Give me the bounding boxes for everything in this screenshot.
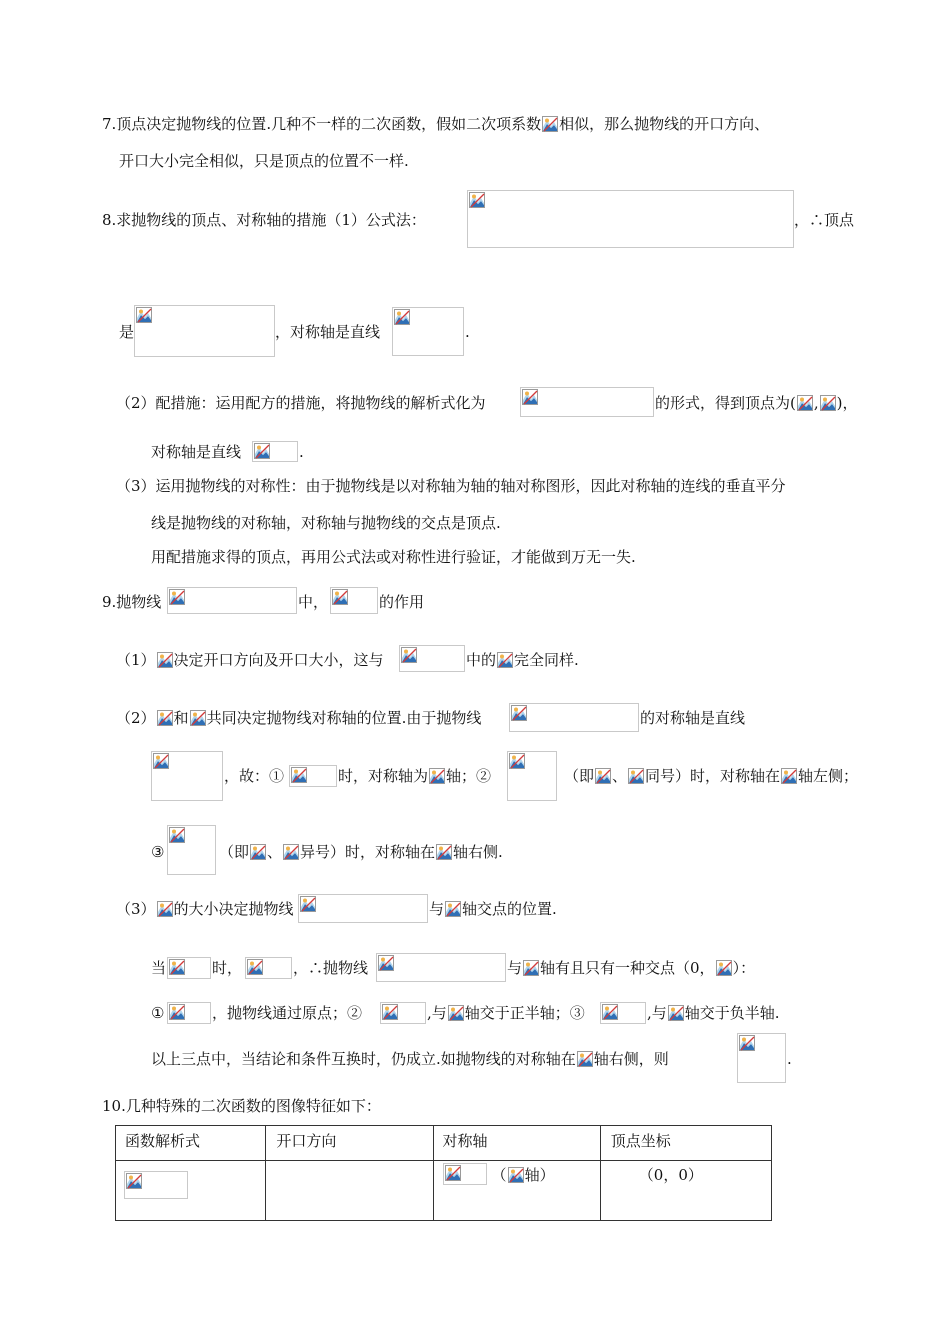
table-header-cell: 对称轴 <box>433 1126 600 1161</box>
broken-image-icon <box>469 192 485 208</box>
formula-image-box <box>507 751 557 801</box>
broken-image-icon <box>190 710 206 726</box>
table-header-cell: 开口方向 <box>266 1126 433 1161</box>
formula-image-box <box>167 825 216 875</box>
broken-image-icon <box>508 1167 524 1183</box>
broken-image-icon <box>136 307 152 323</box>
para-8-text: . <box>465 323 470 341</box>
formula-image-box <box>124 1171 188 1199</box>
formula-image-box <box>167 1002 211 1024</box>
para-8-text: 是 <box>119 323 135 341</box>
broken-image-icon <box>401 647 417 663</box>
axis-note: （ 轴） <box>491 1166 555 1184</box>
para-9-sub-2: （2） 和 共同决定抛物线对称轴的位置.由于抛物线 <box>116 709 482 727</box>
para-9-text: ，故：① <box>224 767 285 785</box>
para-8-text: 对称轴是直线 <box>151 443 242 461</box>
broken-image-icon <box>523 960 539 976</box>
para-9-text: 当 <box>151 959 167 977</box>
para-9-text: . <box>787 1050 792 1068</box>
broken-image-icon <box>781 768 797 784</box>
formula-image-box <box>298 894 428 923</box>
broken-image-icon <box>668 1005 684 1021</box>
broken-image-icon <box>445 901 461 917</box>
para-8-method-2-text: （2）配措施：运用配方的措施，将抛物线的解析式化为 <box>116 394 486 412</box>
broken-image-icon <box>595 768 611 784</box>
broken-image-icon <box>169 589 185 605</box>
para-7-text: 相似，那么抛物线的开口方向、 <box>559 115 770 133</box>
broken-image-icon <box>445 1165 461 1181</box>
formula-image-box <box>399 645 465 672</box>
formula-image-box <box>289 765 337 787</box>
para-9-text: 的对称轴是直线 <box>640 709 746 727</box>
para-9-text: ，抛物线通过原点；② <box>212 1004 363 1022</box>
broken-image-icon <box>739 1035 755 1051</box>
broken-image-icon <box>169 959 185 975</box>
para-9-text: ① <box>151 1004 165 1022</box>
para-9-sub-3: （3） 的大小决定抛物线 <box>116 900 294 918</box>
para-9-text: ,与 轴交于正半轴；③ <box>427 1004 585 1022</box>
formula-image-box <box>467 190 794 248</box>
para-9-text: 时， <box>212 959 243 977</box>
broken-image-icon <box>602 1004 618 1020</box>
para-9-text: （即 、 同号）时，对称轴在 轴左侧； <box>564 767 859 785</box>
formula-image-box <box>167 957 211 979</box>
formula-image-box <box>380 1002 426 1024</box>
broken-image-icon <box>157 652 173 668</box>
broken-image-icon <box>542 116 558 132</box>
para-8-text: ，对称轴是直线 <box>275 323 381 341</box>
formula-image-box <box>600 1002 646 1024</box>
formula-image-box <box>151 751 223 801</box>
table-cell-formula <box>116 1161 266 1221</box>
broken-image-icon <box>157 901 173 917</box>
features-table <box>115 1125 772 1221</box>
para-8-line-1-end: ，∴顶点 <box>794 211 855 229</box>
formula-image-box <box>330 587 378 614</box>
para-8-method-3-line-1: （3）运用抛物线的对称性：由于抛物线是以对称轴为轴的轴对称图形，因此对称轴的连线的垂直平分 <box>116 477 786 495</box>
para-9-text: 的作用 <box>379 593 425 611</box>
broken-image-icon <box>169 827 185 843</box>
para-8-text: . <box>299 443 304 461</box>
para-9-text: （即 、 异号）时，对称轴在 轴右侧. <box>219 843 503 861</box>
formula-image-box <box>443 1163 487 1185</box>
para-9-text: 与 轴有且只有一种交点（0， ）： <box>507 959 756 977</box>
formula-image-box <box>252 441 298 462</box>
formula-image-box <box>737 1033 786 1083</box>
broken-image-icon <box>448 1005 464 1021</box>
table-header-cell: 函数解析式 <box>116 1126 266 1161</box>
formula-image-box <box>392 307 464 356</box>
para-8-method-2-tail: 的形式，得到顶点为( , )， <box>655 394 858 412</box>
broken-image-icon <box>153 753 169 769</box>
para-9-text: 时，对称轴为 轴；② <box>338 767 492 785</box>
broken-image-icon <box>436 844 452 860</box>
para-9-text: ,与 轴交于负半轴. <box>647 1004 780 1022</box>
table-cell-axis <box>433 1161 600 1221</box>
formula-image-box <box>134 305 275 357</box>
broken-image-icon <box>157 710 173 726</box>
para-8-method-3-line-3: 用配措施求得的顶点，再用公式法或对称性进行验证，才能做到万无一失. <box>151 548 636 566</box>
para-9-text: 中， <box>298 593 329 611</box>
para-8-line-1: 8.求抛物线的顶点、对称轴的措施（1）公式法： <box>102 211 426 229</box>
table-header-row <box>116 1126 772 1161</box>
broken-image-icon <box>332 589 348 605</box>
table-cell-opening <box>266 1161 433 1221</box>
broken-image-icon <box>247 959 263 975</box>
formula-image-box <box>167 587 297 614</box>
para-9-final: 以上三点中，当结论和条件互换时，仍成立.如抛物线的对称轴在 轴右侧，则 <box>151 1050 669 1068</box>
broken-image-icon <box>378 955 394 971</box>
broken-image-icon <box>382 1004 398 1020</box>
table-row <box>116 1161 772 1221</box>
table-header-cell: 顶点坐标 <box>600 1126 771 1161</box>
para-9-text: ，∴抛物线 <box>293 959 369 977</box>
broken-image-icon <box>797 395 813 411</box>
formula-image-box <box>520 387 654 417</box>
broken-image-icon <box>291 767 307 783</box>
table-cell-vertex: （0，0） <box>600 1161 771 1221</box>
para-7-text: 7.顶点决定抛物线的位置.几种不一样的二次函数，假如二次项系数 <box>102 115 542 133</box>
broken-image-icon <box>254 443 270 459</box>
formula-image-box <box>376 953 506 982</box>
broken-image-icon <box>300 896 316 912</box>
para-10-title: 10.几种特殊的二次函数的图像特征如下： <box>102 1097 381 1115</box>
para-9-text: 9.抛物线 <box>102 593 162 611</box>
broken-image-icon <box>716 960 732 976</box>
broken-image-icon <box>126 1173 142 1189</box>
broken-image-icon <box>577 1051 593 1067</box>
formula-image-box <box>245 957 292 979</box>
formula-image-box <box>509 703 639 732</box>
broken-image-icon <box>250 844 266 860</box>
broken-image-icon <box>509 753 525 769</box>
para-8-method-3-line-2: 线是抛物线的对称轴，对称轴与抛物线的交点是顶点. <box>151 514 501 532</box>
para-9-text: ③ <box>151 843 165 861</box>
para-7-line-1 <box>102 113 769 135</box>
para-9-sub-1-tail: 中的 完全同样. <box>466 651 579 669</box>
para-9-text: 与 轴交点的位置. <box>429 900 557 918</box>
broken-image-icon <box>429 768 445 784</box>
broken-image-icon <box>522 389 538 405</box>
broken-image-icon <box>511 705 527 721</box>
broken-image-icon <box>169 1004 185 1020</box>
broken-image-icon <box>394 309 410 325</box>
broken-image-icon <box>283 844 299 860</box>
broken-image-icon <box>497 652 513 668</box>
para-7-line-2: 开口大小完全相似，只是顶点的位置不一样. <box>119 152 409 170</box>
para-9-sub-1: （1） 决定开口方向及开口大小，这与 <box>116 651 384 669</box>
broken-image-icon <box>820 395 836 411</box>
broken-image-icon <box>628 768 644 784</box>
